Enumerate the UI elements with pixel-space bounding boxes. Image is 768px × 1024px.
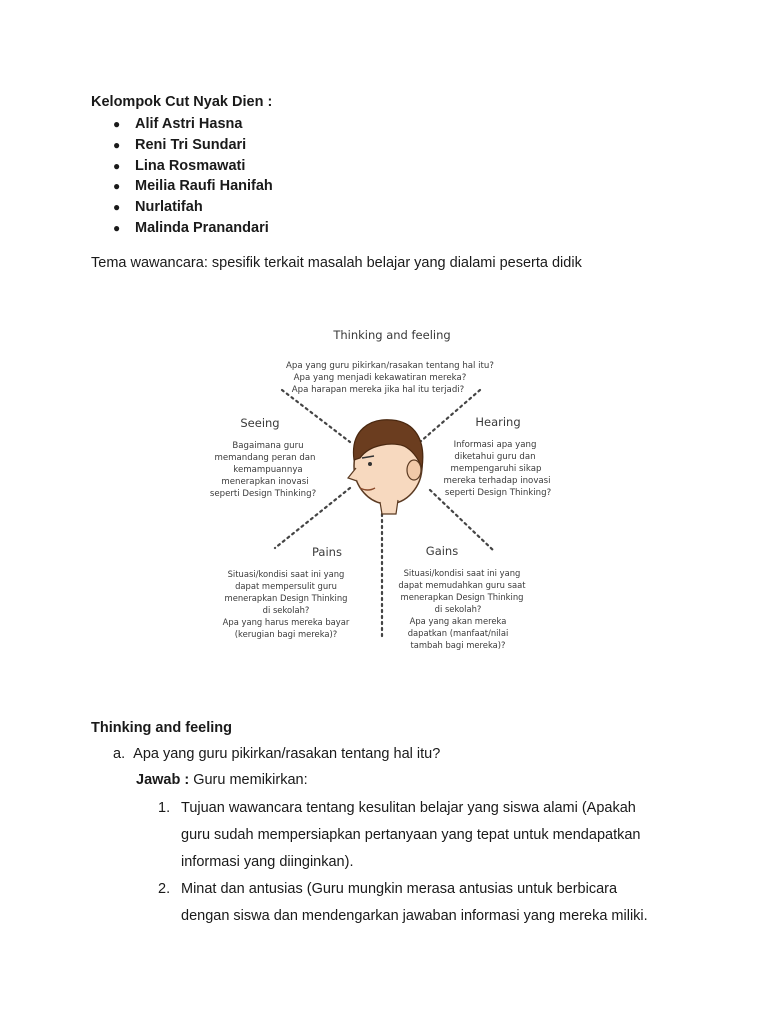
pains-line: Situasi/kondisi saat ini yang xyxy=(227,569,345,579)
thinking-title: Thinking and feeling xyxy=(333,328,451,342)
pains-line: dapat mempersulit guru xyxy=(235,581,337,591)
bullet-icon: ● xyxy=(113,137,121,152)
item-line: guru sudah mempersiapkan pertanyaan yang tepat untuk mendapatkan xyxy=(181,827,641,843)
seeing-line: memandang peran dan xyxy=(214,453,316,463)
gains-line: dapatkan (manfaat/nilai xyxy=(407,628,509,638)
member-item xyxy=(113,218,273,239)
answer-line xyxy=(136,772,308,788)
interview-theme: Tema wawancara: spesifik terkait masalah belajar yang dialami peserta didik xyxy=(91,255,582,271)
member-item xyxy=(113,135,273,156)
member-name: Alif Astri Hasna xyxy=(135,116,243,132)
thinking-line: Apa yang menjadi kekawatiran mereka? xyxy=(293,373,467,383)
thinking-line: Apa harapan mereka jika hal itu terjadi? xyxy=(291,385,465,395)
seeing-line: menerapkan inovasi xyxy=(221,477,309,487)
member-item xyxy=(113,176,273,197)
pains-line: di sekolah? xyxy=(262,605,310,615)
item-line: informasi yang diinginkan). xyxy=(181,854,354,870)
group-title: Kelompok Cut Nyak Dien : xyxy=(91,94,273,110)
member-item xyxy=(113,156,273,177)
item-text xyxy=(181,876,681,930)
question-text: Apa yang guru pikirkan/rasakan tentang hal itu? xyxy=(133,746,441,762)
member-list xyxy=(113,114,273,239)
hearing-line: diketahui guru dan xyxy=(454,452,536,462)
pains-title: Pains xyxy=(312,545,342,559)
answer-label: Jawab : xyxy=(136,772,190,788)
member-item xyxy=(113,197,273,218)
hearing-line: mempengaruhi sikap xyxy=(450,464,542,474)
bullet-icon: ● xyxy=(113,158,121,173)
seeing-line: Bagaimana guru xyxy=(232,441,304,451)
member-item xyxy=(113,114,273,135)
hearing-line: mereka terhadap inovasi xyxy=(443,476,551,486)
spoke-hearing xyxy=(420,390,480,442)
bullet-icon: ● xyxy=(113,220,121,235)
hearing-line: Informasi apa yang xyxy=(453,440,537,450)
member-name: Lina Rosmawati xyxy=(135,157,246,174)
empathy-map-figure xyxy=(200,318,560,660)
seeing-title: Seeing xyxy=(240,416,280,430)
item-line: dengan siswa dan mendengarkan jawaban informasi yang mereka miliki. xyxy=(181,908,648,924)
item-text xyxy=(181,795,681,876)
hearing-line: seperti Design Thinking? xyxy=(444,488,552,498)
bullet-icon: ● xyxy=(113,200,121,215)
gains-line: tambah bagi mereka)? xyxy=(410,640,506,650)
answer-intro: Guru memikirkan: xyxy=(193,772,308,788)
pains-line: Apa yang harus mereka bayar xyxy=(222,617,350,627)
spoke-gains xyxy=(430,490,495,552)
member-name: Malinda Pranandari xyxy=(135,219,269,236)
spoke-seeing xyxy=(282,390,350,442)
item-line: Tujuan wawancara tentang kesulitan belajar yang siswa alami (Apakah xyxy=(181,800,636,816)
head-icon xyxy=(348,420,423,514)
question-a xyxy=(113,746,440,762)
gains-line: menerapkan Design Thinking xyxy=(400,592,524,602)
member-name: Nurlatifah xyxy=(135,199,203,216)
pains-line: menerapkan Design Thinking xyxy=(224,593,348,603)
thinking-line: Apa yang guru pikirkan/rasakan tentang hal itu? xyxy=(286,361,494,371)
seeing-line: kemampuannya xyxy=(233,465,303,475)
pains-line: (kerugian bagi mereka)? xyxy=(234,629,338,639)
gains-line: Apa yang akan mereka xyxy=(409,616,507,626)
member-name: Meilia Raufi Hanifah xyxy=(135,178,273,195)
gains-title: Gains xyxy=(425,544,459,558)
section-title: Thinking and feeling xyxy=(91,720,232,736)
item-number: 2. xyxy=(158,881,171,897)
bullet-icon: ● xyxy=(113,117,121,131)
bullet-icon: ● xyxy=(113,179,121,194)
gains-line: Situasi/kondisi saat ini yang xyxy=(403,568,521,578)
member-name: Reni Tri Sundari xyxy=(135,136,247,153)
item-line: Minat dan antusias (Guru mungkin merasa antusias untuk berbicara xyxy=(181,881,618,897)
item-number: 1. xyxy=(158,800,171,816)
question-marker: a. xyxy=(113,746,126,762)
empathy-map-svg xyxy=(200,318,560,660)
seeing-line: seperti Design Thinking? xyxy=(209,489,317,499)
hearing-title: Hearing xyxy=(475,415,521,429)
gains-line: dapat memudahkan guru saat xyxy=(398,580,526,590)
gains-line: di sekolah? xyxy=(434,604,482,614)
